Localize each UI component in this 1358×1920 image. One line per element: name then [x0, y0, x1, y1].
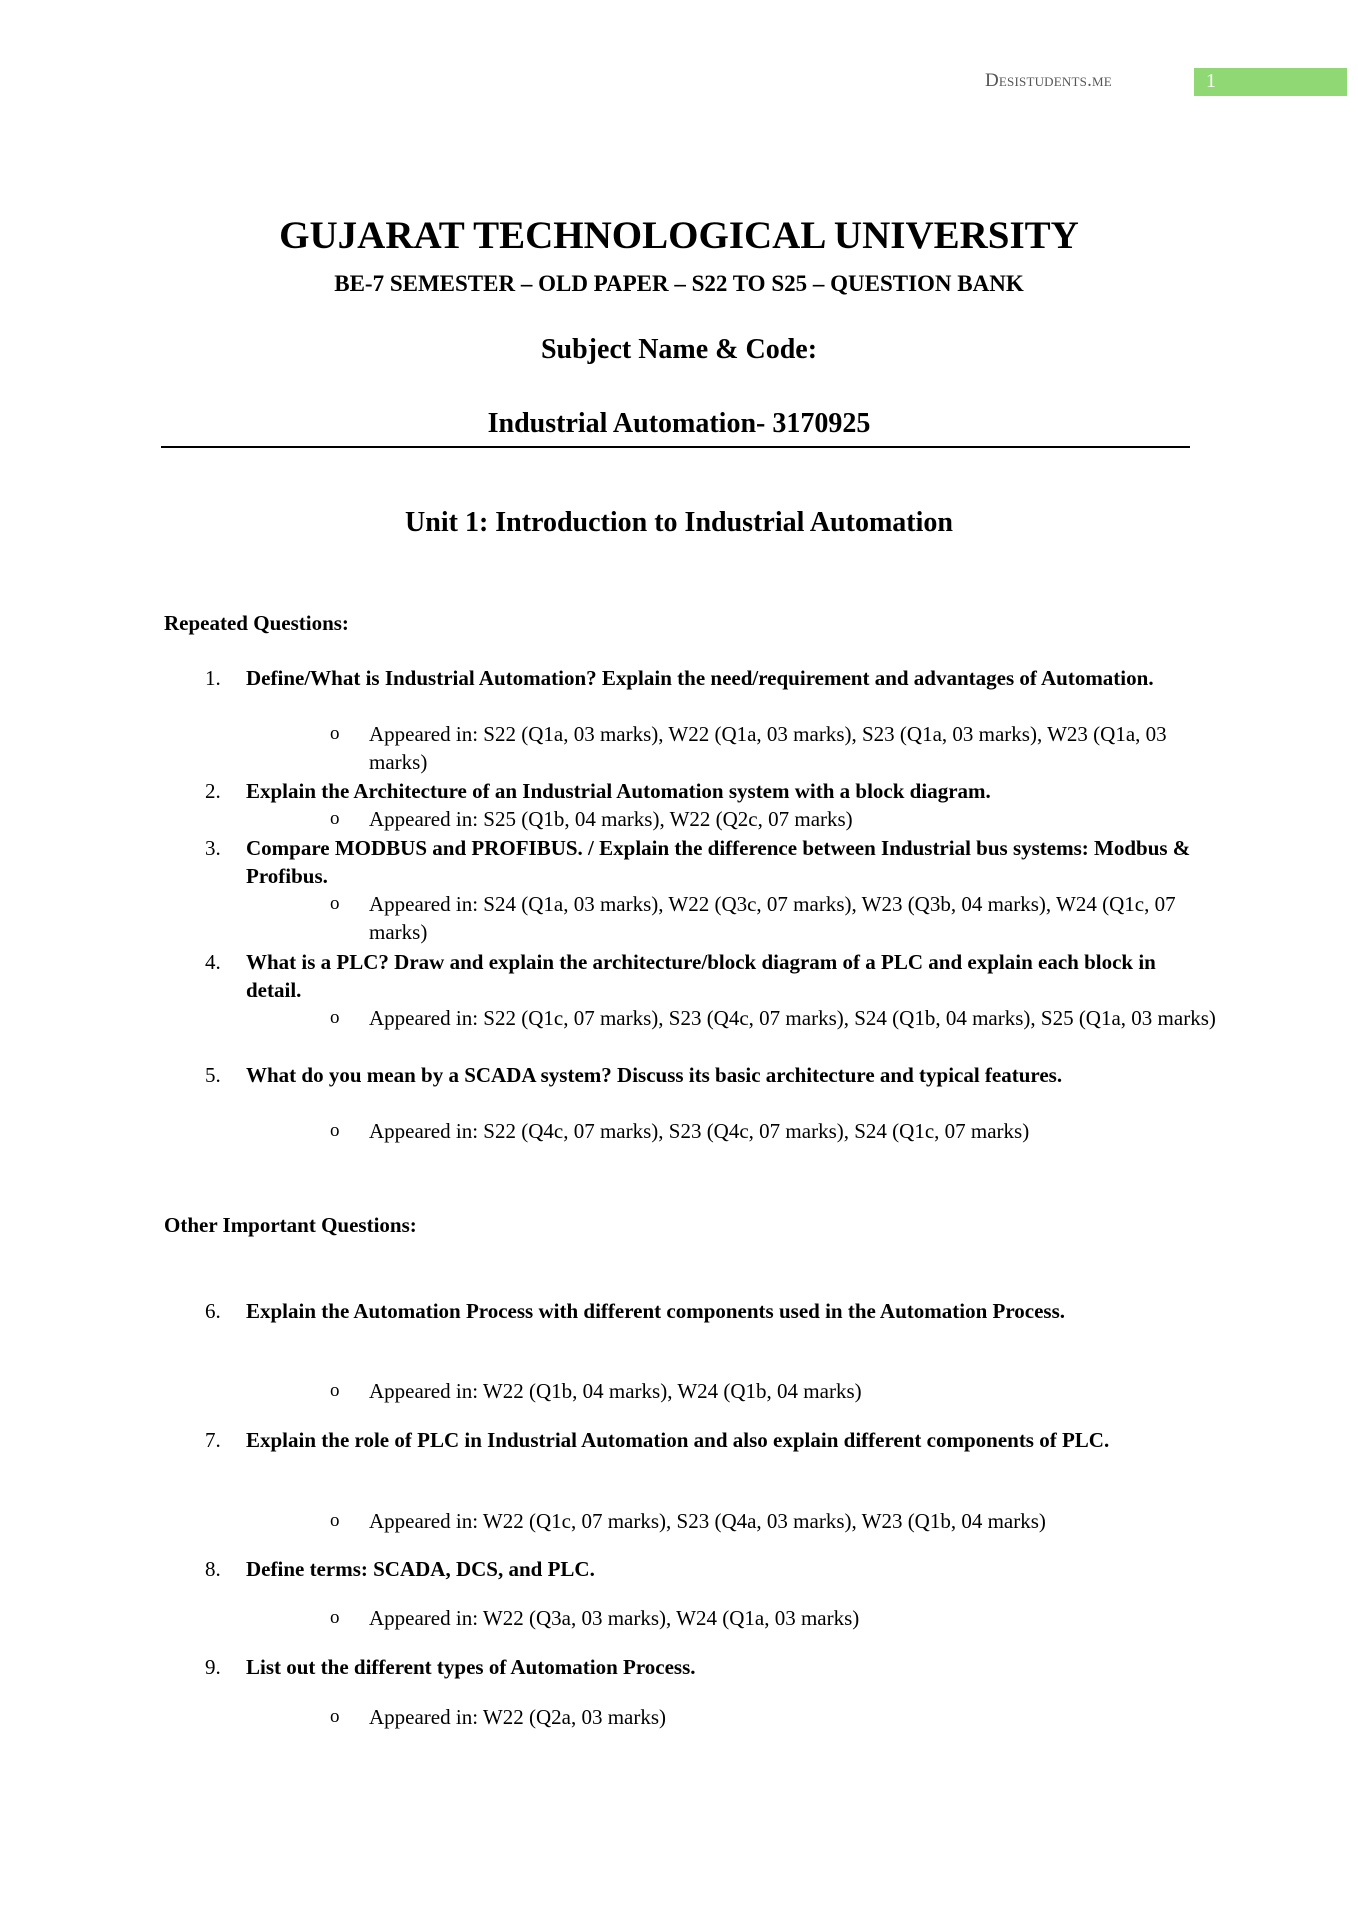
question-number: 5.	[205, 1063, 221, 1087]
header-brand: Desistudents.me	[985, 70, 1112, 91]
course-name: Industrial Automation- 3170925	[487, 408, 871, 439]
subject-label: Subject Name & Code:	[540, 334, 818, 365]
question-number: 9.	[205, 1655, 221, 1679]
page-number-badge	[1194, 68, 1347, 96]
repeated-questions-heading: Repeated Questions:	[164, 611, 349, 635]
bullet-icon: o	[330, 1607, 340, 1628]
bullet-icon: o	[330, 808, 340, 829]
bullet-icon: o	[330, 893, 340, 914]
question-text: Explain the Automation Process with different components used in the Automation Process.	[246, 1299, 1066, 1323]
appeared-text: Appeared in: S22 (Q1c, 07 marks), S23 (Q4c, 07 marks), S24 (Q1b, 04 marks), S25 (Q1a, 03 marks)	[369, 1006, 1216, 1030]
bullet-icon: o	[330, 1120, 340, 1141]
appeared-text: Appeared in: W22 (Q3a, 03 marks), W24 (Q1a, 03 marks)	[369, 1606, 860, 1630]
appeared-text: Appeared in: S22 (Q4c, 07 marks), S23 (Q4c, 07 marks), S24 (Q1c, 07 marks)	[369, 1119, 1030, 1143]
appeared-text: Appeared in: W22 (Q1c, 07 marks), S23 (Q4a, 03 marks), W23 (Q1b, 04 marks)	[369, 1509, 1046, 1533]
bullet-icon: o	[330, 1380, 340, 1401]
appeared-text: Appeared in: S24 (Q1a, 03 marks), W22 (Q3c, 07 marks), W23 (Q3b, 04 marks), W24 (Q1c, 07 marks)	[369, 892, 1176, 944]
appeared-text: Appeared in: S22 (Q1a, 03 marks), W22 (Q1a, 03 marks), S23 (Q1a, 03 marks), W23 (Q1a, 03 marks)	[369, 722, 1167, 774]
question-text: Define terms: SCADA, DCS, and PLC.	[246, 1557, 595, 1581]
question-text: Explain the Architecture of an Industrial Automation system with a block diagram.	[246, 779, 991, 803]
question-number: 1.	[205, 666, 221, 690]
appeared-text: Appeared in: W22 (Q1b, 04 marks), W24 (Q1b, 04 marks)	[369, 1379, 862, 1403]
question-text: Define/What is Industrial Automation? Explain the need/requirement and advantages of Automation.	[246, 666, 1154, 690]
question-number: 8.	[205, 1557, 221, 1581]
bullet-icon: o	[330, 1510, 340, 1531]
question-number: 3.	[205, 836, 221, 860]
question-number: 7.	[205, 1428, 221, 1452]
appeared-text: Appeared in: W22 (Q2a, 03 marks)	[369, 1705, 667, 1729]
unit-title: Unit 1: Introduction to Industrial Automation	[405, 507, 953, 538]
page-number: 1	[1206, 70, 1216, 92]
question-text: List out the different types of Automation Process.	[246, 1655, 696, 1679]
question-text: What do you mean by a SCADA system? Discuss its basic architecture and typical features.	[246, 1063, 1063, 1087]
bullet-icon: o	[330, 723, 340, 744]
question-number: 6.	[205, 1299, 221, 1323]
appeared-text: Appeared in: S25 (Q1b, 04 marks), W22 (Q2c, 07 marks)	[369, 807, 853, 831]
question-number: 4.	[205, 950, 221, 974]
document-subtitle: BE-7 SEMESTER – OLD PAPER – S22 TO S25 – QUESTION BANK	[334, 271, 1024, 296]
university-title: GUJARAT TECHNOLOGICAL UNIVERSITY	[279, 214, 1079, 257]
question-number: 2.	[205, 779, 221, 803]
question-text: Explain the role of PLC in Industrial Automation and also explain different components of PLC.	[246, 1428, 1110, 1452]
bullet-icon: o	[330, 1706, 340, 1727]
divider-line	[161, 446, 1190, 448]
other-questions-heading: Other Important Questions:	[164, 1213, 417, 1237]
bullet-icon: o	[330, 1007, 340, 1028]
question-text: Compare MODBUS and PROFIBUS. / Explain the difference between Industrial bus systems: Modbus & Profibus.	[246, 836, 1191, 888]
question-text: What is a PLC? Draw and explain the architecture/block diagram of a PLC and explain each block in detail.	[246, 950, 1156, 1002]
